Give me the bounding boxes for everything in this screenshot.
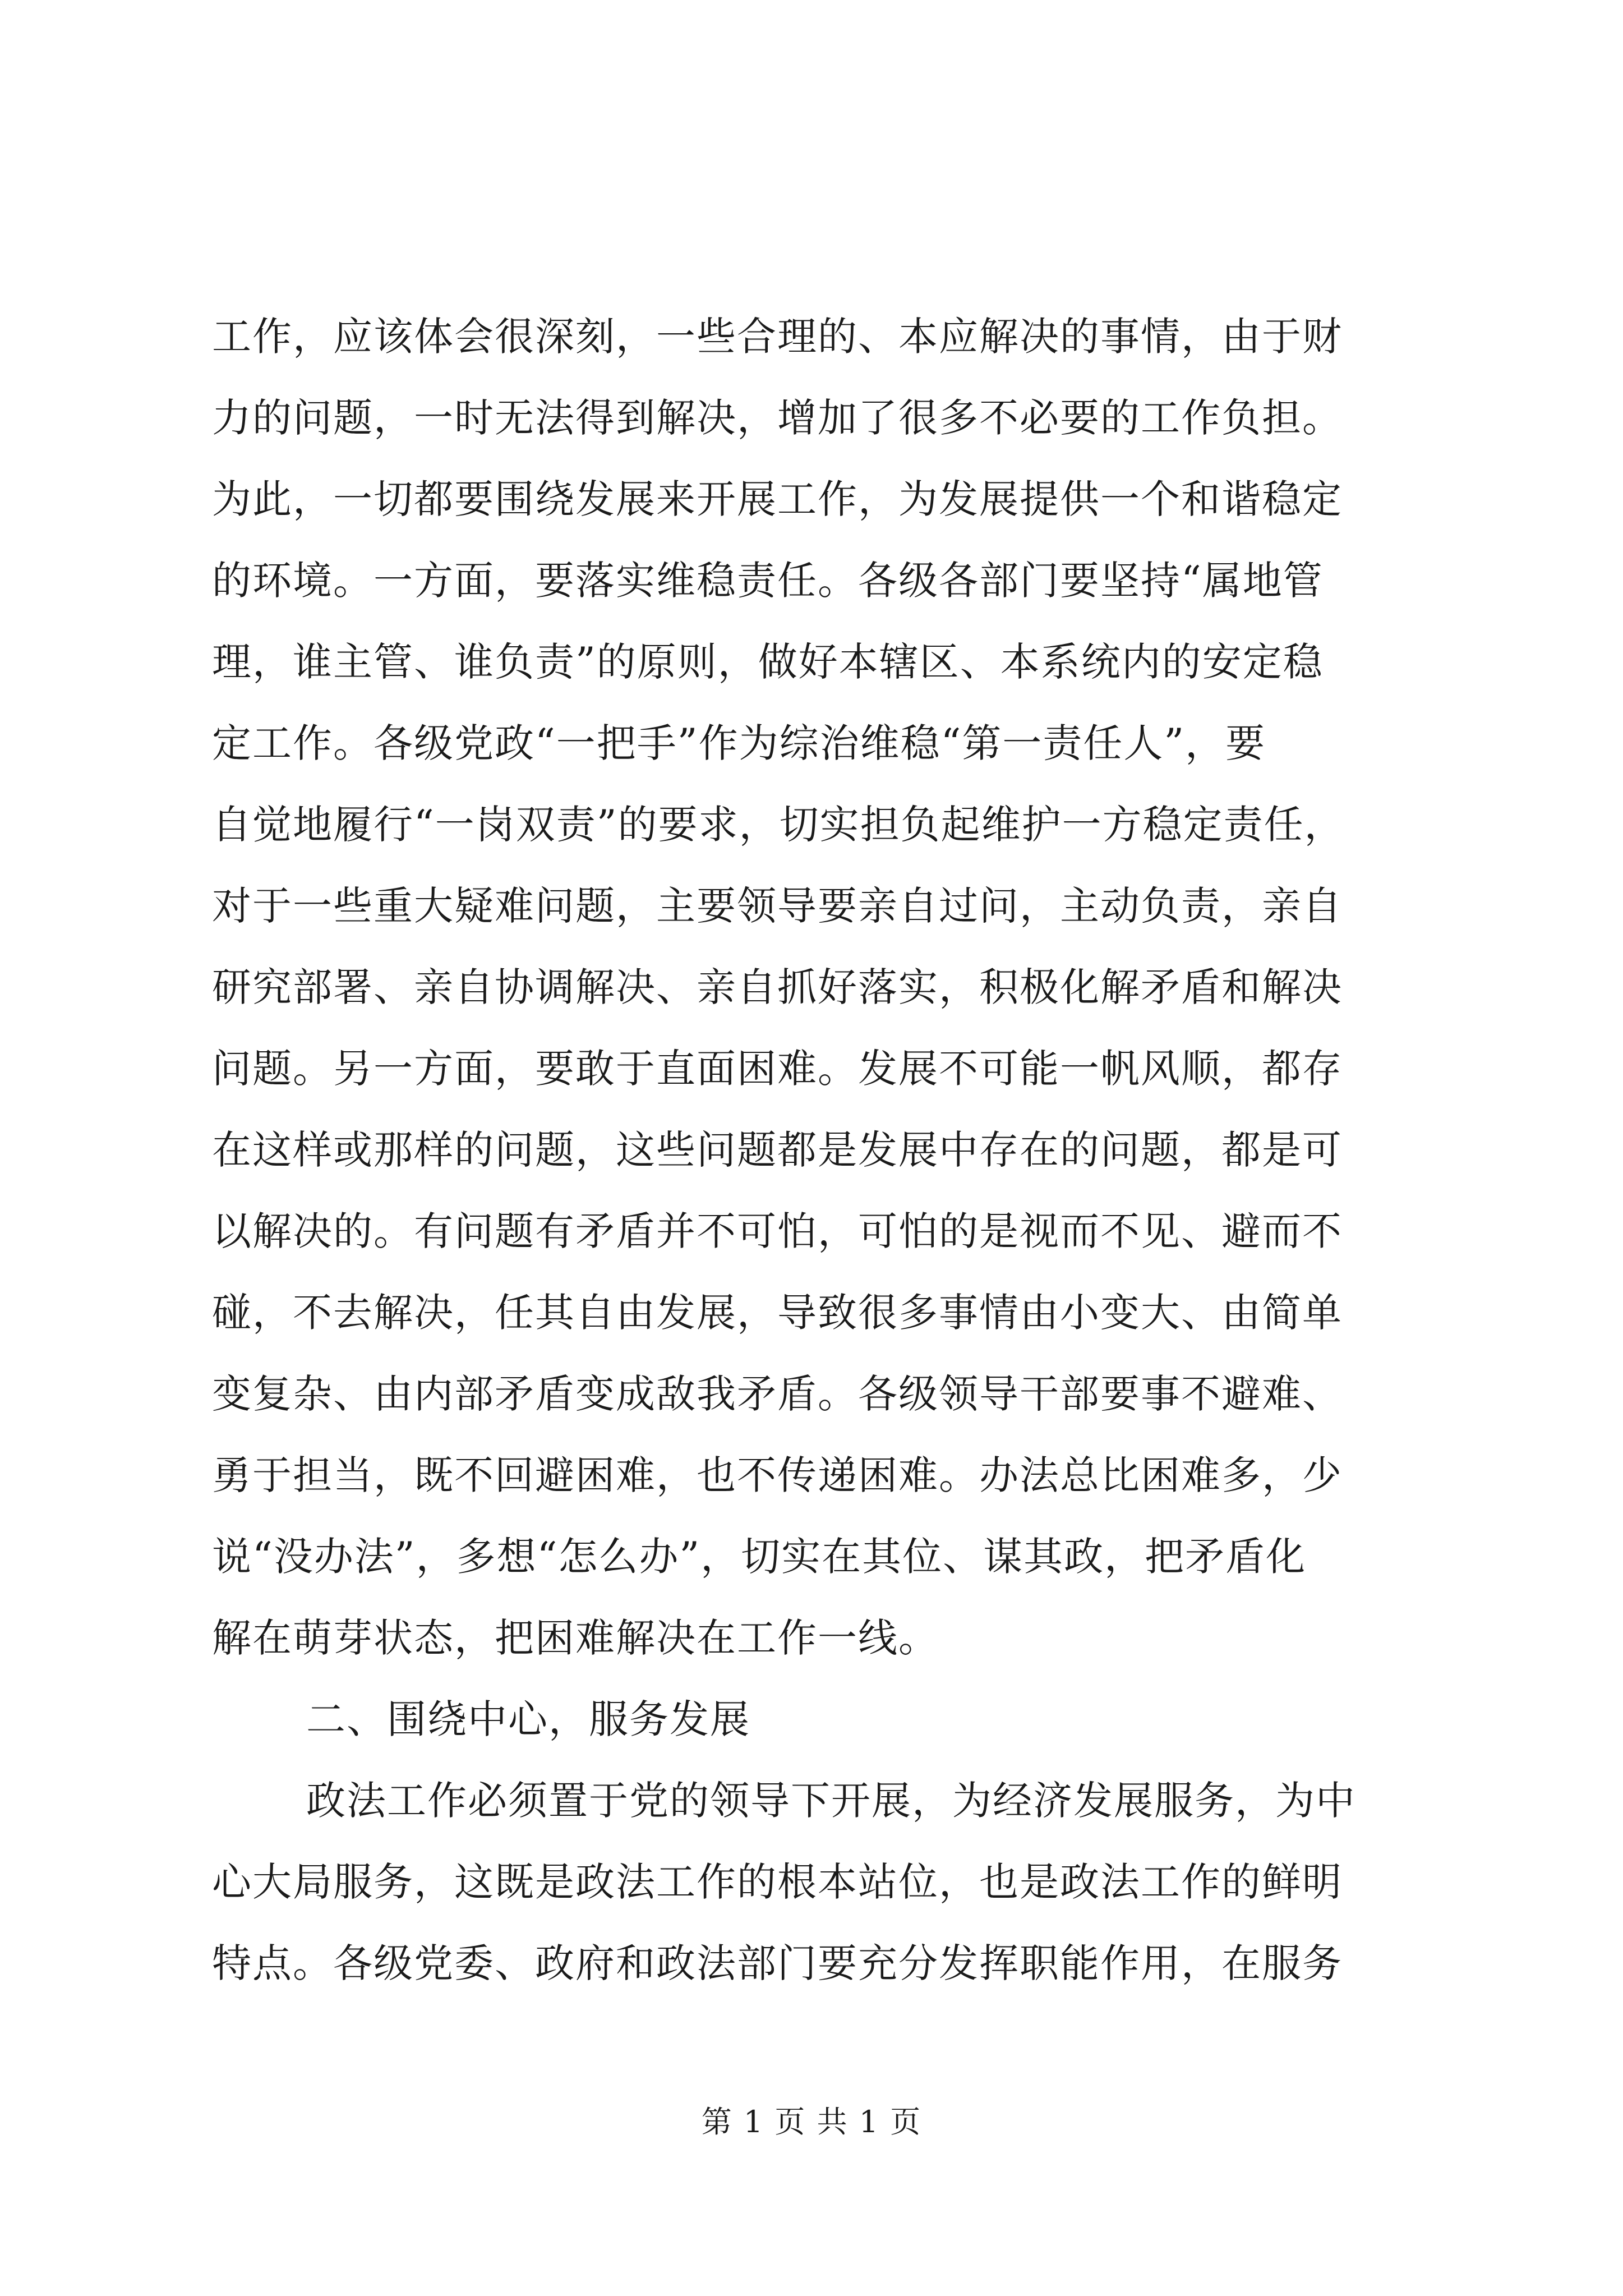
body-line: 对于一些重大疑难问题，主要领导要亲自过问，主动负责，亲自 <box>212 883 1343 929</box>
body-line: 为此，一切都要围绕发展来开展工作，为发展提供一个和谐稳定 <box>212 476 1343 522</box>
body-line: 以解决的。有问题有矛盾并不可怕，可怕的是视而不见、避而不 <box>212 1208 1343 1254</box>
body-line: 碰，不去解决，任其自由发展，导致很多事情由小变大、由简单 <box>212 1290 1343 1336</box>
body-line: 解在萌芽状态，把困难解决在工作一线。 <box>212 1615 939 1661</box>
body-line: 定工作。各级党政“一把手”作为综治维稳“第一责任人”，要 <box>212 720 1266 766</box>
body-line: 工作，应该体会很深刻，一些合理的、本应解决的事情，由于财 <box>212 314 1343 360</box>
body-line: 理，谁主管、谁负责”的原则，做好本辖区、本系统内的安定稳 <box>212 639 1324 685</box>
body-line: 心大局服务，这既是政法工作的根本站位，也是政法工作的鲜明 <box>212 1859 1343 1905</box>
page-number-label: 第 1 页 共 1 页 <box>701 2104 922 2139</box>
page-footer <box>0 2098 1623 2141</box>
body-line: 说“没办法”，多想“怎么办”，切实在其位、谋其政，把矛盾化 <box>212 1534 1307 1580</box>
body-line: 力的问题，一时无法得到解决，增加了很多不必要的工作负担。 <box>212 395 1343 441</box>
body-line: 变复杂、由内部矛盾变成敌我矛盾。各级领导干部要事不避难、 <box>212 1371 1343 1417</box>
body-line: 问题。另一方面，要敢于直面困难。发展不可能一帆风顺，都存 <box>212 1046 1343 1092</box>
body-line: 研究部署、亲自协调解决、亲自抓好落实，积极化解矛盾和解决 <box>212 964 1343 1010</box>
body-line: 的环境。一方面，要落实维稳责任。各级各部门要坚持“属地管 <box>212 558 1324 604</box>
body-line: 在这样或那样的问题，这些问题都是发展中存在的问题，都是可 <box>212 1127 1343 1173</box>
body-line: 勇于担当，既不回避困难，也不传递困难。办法总比困难多，少 <box>212 1452 1343 1498</box>
body-line: 特点。各级党委、政府和政法部门要充分发挥职能作用，在服务 <box>212 1940 1343 1986</box>
body-line: 自觉地履行“一岗双责”的要求，切实担负起维护一方稳定责任， <box>212 802 1345 848</box>
document-body <box>212 296 1418 2004</box>
body-line: 政法工作必须置于党的领导下开展，为经济发展服务，为中 <box>306 1778 1356 1824</box>
section-heading: 二、围绕中心，服务发展 <box>306 1696 750 1742</box>
